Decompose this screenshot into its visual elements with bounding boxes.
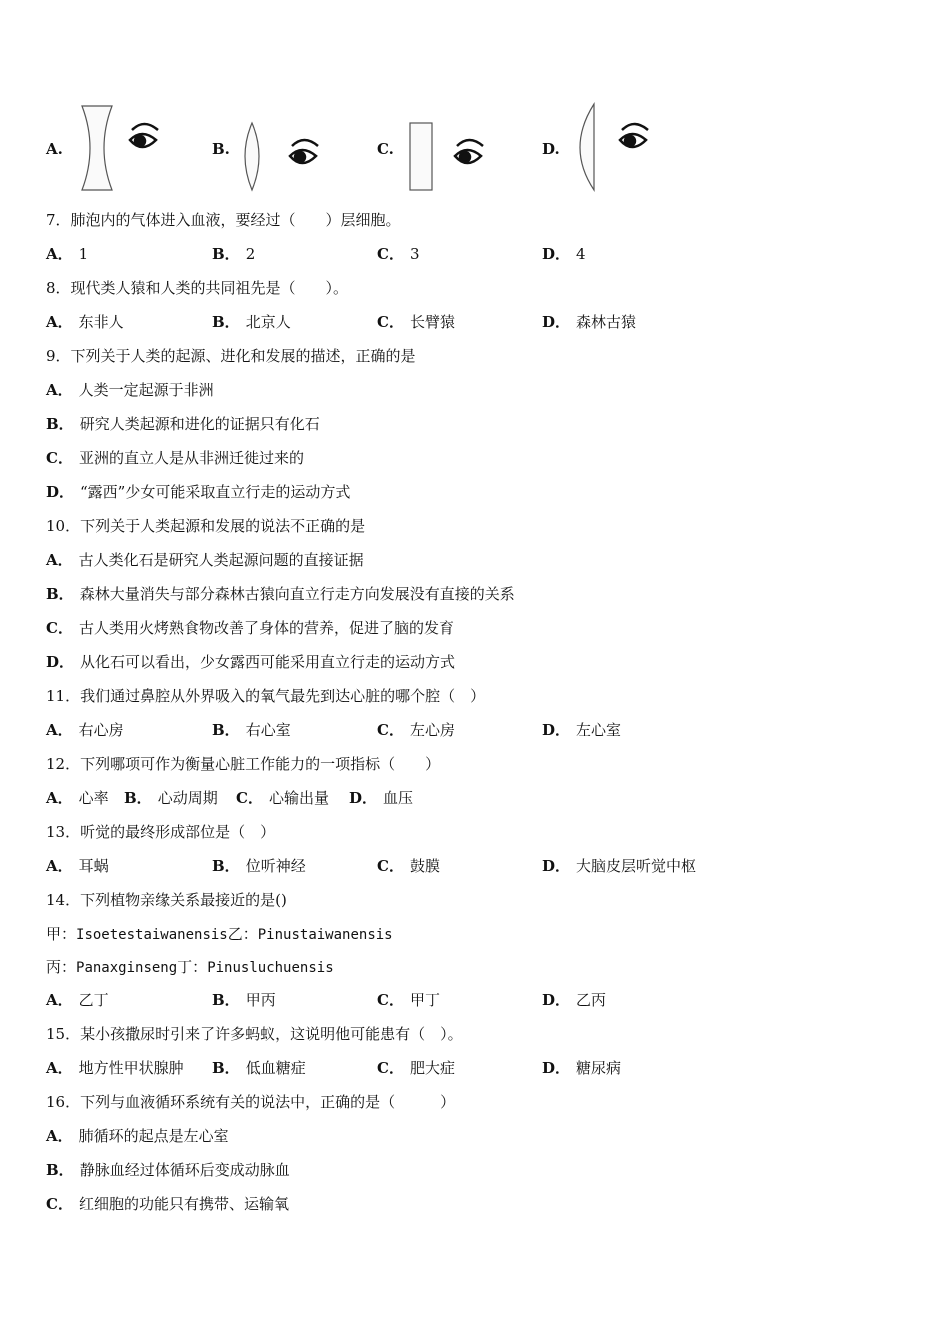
concave-lens-eye-icon [74,98,194,198]
question-10-stem: 10．下列关于人类起源和发展的说法不正确的是 [46,517,366,535]
question-16-stem: 16．下列与血液循环系统有关的说法中，正确的是（ ） [46,1093,456,1111]
q9-option-d[interactable]: D． “露西”少女可能采取直立行走的运动方式 [46,483,351,501]
question-8-stem: 8．现代类人猿和人类的共同祖先是（ ）。 [46,279,349,297]
q14-option-a[interactable]: A． 乙丁 [46,991,109,1009]
q12-option-a[interactable]: A． 心率 [46,789,109,807]
question-9-stem: 9．下列关于人类的起源、进化和发展的描述，正确的是 [46,347,416,365]
q16-option-b[interactable]: B． 静脉血经过体循环后变成动脉血 [46,1161,290,1179]
q14-option-c[interactable]: C． 甲丁 [377,991,440,1009]
figure-option-b-label: B. [212,140,230,158]
q15-option-b[interactable]: B． 低血糖症 [212,1059,306,1077]
question-15-stem: 15．某小孩撒尿时引来了许多蚂蚁，这说明他可能患有（ ）。 [46,1025,463,1043]
q8-option-a[interactable]: A． 东非人 [46,313,124,331]
q9-option-c[interactable]: C． 亚洲的直立人是从非洲迁徙过来的 [46,449,304,467]
q11-option-c[interactable]: C． 左心房 [377,721,455,739]
q14-option-d[interactable]: D． 乙丙 [542,991,607,1009]
q10-option-b[interactable]: B． 森林大量消失与部分森林古猿向直立行走方向发展没有直接的关系 [46,585,515,603]
q15-option-c[interactable]: C． 肥大症 [377,1059,455,1077]
q15-option-a[interactable]: A． 地方性甲状腺肿 [46,1059,184,1077]
q13-option-b[interactable]: B． 位听神经 [212,857,306,875]
q10-option-d[interactable]: D． 从化石可以看出，少女露西可能采用直立行走的运动方式 [46,653,456,671]
plano-convex-lens-eye-icon [570,98,690,198]
figure-option-d [542,98,672,198]
figure-option-c-label: C. [377,140,394,158]
question-12-stem: 12．下列哪项可作为衡量心脏工作能力的一项指标（ ） [46,755,441,773]
q12-option-c[interactable]: C． 心输出量 [236,789,329,807]
q8-option-c[interactable]: C． 长臂猿 [377,313,455,331]
q10-option-c[interactable]: C． 古人类用火烤熟食物改善了身体的营养，促进了脑的发育 [46,619,454,637]
q9-option-b[interactable]: B． 研究人类起源和进化的证据只有化石 [46,415,320,433]
question-14-stem: 14．下列植物亲缘关系最接近的是() [46,891,287,909]
q7-option-d[interactable]: D． 4 [542,245,586,263]
q7-option-a[interactable]: A． 1 [46,245,89,263]
q11-option-b[interactable]: B． 右心室 [212,721,291,739]
question-7-stem: 7．肺泡内的气体进入血液，要经过（ ）层细胞。 [46,211,401,229]
q9-option-a[interactable]: A． 人类一定起源于非洲 [46,381,214,399]
q8-option-b[interactable]: B． 北京人 [212,313,291,331]
q11-option-a[interactable]: A． 右心房 [46,721,124,739]
q7-option-b[interactable]: B． 2 [212,245,256,263]
question-11-stem: 11．我们通过鼻腔从外界吸入的氧气最先到达心脏的哪个腔（ ） [46,687,486,705]
q14-species-line-1: 甲：Isoetestaiwanensis乙：Pinustaiwanensis [46,925,393,943]
convex-lens-eye-icon [240,98,360,198]
figure-option-b [212,98,342,198]
q13-option-d[interactable]: D． 大脑皮层听觉中枢 [542,857,697,875]
q16-option-c[interactable]: C． 红细胞的功能只有携带、运输氧 [46,1195,289,1213]
q13-option-a[interactable]: A． 耳蜗 [46,857,109,875]
q14-species-line-2: 丙：Panaxginseng丁：Pinusluchuensis [46,958,334,976]
q14-option-b[interactable]: B． 甲丙 [212,991,276,1009]
lens-figure-row [0,98,950,198]
q8-option-d[interactable]: D． 森林古猿 [542,313,637,331]
flat-glass-eye-icon [405,98,525,198]
q12-option-d[interactable]: D． 血压 [349,789,414,807]
q12-option-b[interactable]: B． 心动周期 [124,789,218,807]
q11-option-d[interactable]: D． 左心室 [542,721,622,739]
figure-option-c [377,98,507,198]
q10-option-a[interactable]: A． 古人类化石是研究人类起源问题的直接证据 [46,551,364,569]
question-13-stem: 13．听觉的最终形成部位是（ ） [46,823,276,841]
figure-option-a [46,98,176,198]
figure-option-a-label: A. [46,140,63,158]
q16-option-a[interactable]: A． 肺循环的起点是左心室 [46,1127,229,1145]
q15-option-d[interactable]: D． 糖尿病 [542,1059,622,1077]
figure-option-d-label: D. [542,140,560,158]
q13-option-c[interactable]: C． 鼓膜 [377,857,440,875]
q7-option-c[interactable]: C． 3 [377,245,420,263]
